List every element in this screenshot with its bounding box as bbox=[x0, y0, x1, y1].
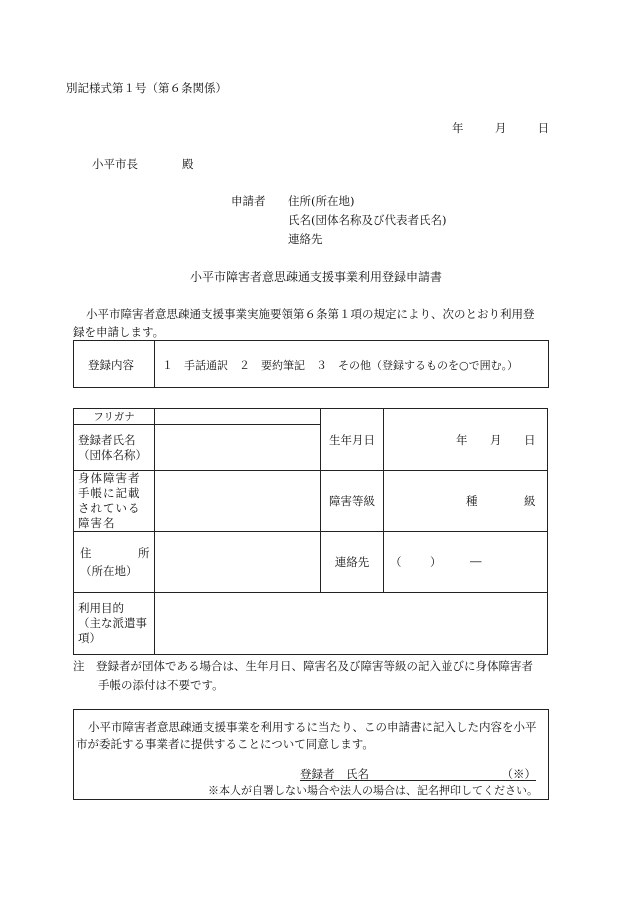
signer-label: 登録者 氏名 bbox=[300, 767, 369, 781]
addressee: 小平市長 bbox=[92, 157, 138, 171]
date-month-label: 月 bbox=[494, 121, 507, 135]
contact-dash: ― bbox=[470, 554, 482, 568]
purpose-label: 利用目的 （主な派遣事 項） bbox=[74, 593, 155, 655]
birth-month-label: 月 bbox=[490, 432, 502, 447]
signature-mark: （※） bbox=[501, 767, 536, 781]
table-row bbox=[74, 409, 548, 425]
disability-name-field[interactable] bbox=[155, 471, 321, 532]
address-sub-label: （所在地） bbox=[80, 564, 138, 578]
address-field[interactable] bbox=[155, 532, 321, 593]
intro-line-2: 録を申請します。 bbox=[73, 325, 165, 339]
registration-label: 登録内容 bbox=[88, 358, 134, 372]
address-label-a: 住 bbox=[80, 546, 92, 560]
grade-label: 障害等級 bbox=[321, 471, 384, 532]
consent-box bbox=[73, 709, 549, 800]
grade-level-label: 級 bbox=[524, 494, 536, 508]
signature-line[interactable] bbox=[300, 766, 536, 781]
note-line-2: 手帳の添付は不要です。 bbox=[98, 678, 224, 692]
birth-date-field[interactable] bbox=[384, 409, 548, 471]
applicant-address: 住所(所在地) bbox=[288, 194, 355, 208]
table-row bbox=[74, 532, 548, 593]
document-title: 小平市障害者意思疎通支援事業利用登録申請書 bbox=[190, 270, 443, 284]
applicant-name: 氏名(団体名称及び代表者氏名) bbox=[288, 213, 447, 227]
address-label-b: 所 bbox=[138, 546, 150, 560]
grade-kind-label: 種 bbox=[466, 494, 478, 508]
date-year-label: 年 bbox=[452, 121, 464, 135]
furigana-field[interactable] bbox=[155, 409, 321, 425]
table-row bbox=[74, 593, 548, 655]
disability-name-label: 身体障害者 手帳に記載 されている 障害名 bbox=[74, 471, 155, 532]
date-line bbox=[452, 120, 549, 136]
contact-close-paren: ） bbox=[430, 555, 442, 569]
form-number: 別記様式第１号（第６条関係） bbox=[66, 81, 227, 95]
intro-line-1: 小平市障害者意思疎通支援事業実施要領第６条第１項の規定により、次のとおり利用登 bbox=[86, 307, 535, 321]
birth-day-label: 日 bbox=[524, 432, 536, 447]
addressee-honorific: 殿 bbox=[182, 157, 194, 171]
purpose-field[interactable] bbox=[155, 593, 548, 655]
date-day-label: 日 bbox=[537, 121, 550, 135]
registration-options: １ 手話通訳 ２ 要約筆記 ３ その他（登録するものを○で囲む。） bbox=[162, 359, 519, 372]
note-line-1: 注 登録者が団体である場合は、生年月日、障害名及び障害等級の記入並びに身体障害者 bbox=[73, 659, 533, 673]
birth-label: 生年月日 bbox=[321, 409, 384, 471]
name-label: 登録者氏名 （団体名称） bbox=[74, 425, 155, 471]
table-row bbox=[74, 471, 548, 532]
address-label-cell bbox=[74, 532, 155, 593]
signature-footnote: ※本人が自署しない場合や法人の場合は、記名押印してください。 bbox=[208, 784, 538, 797]
grade-field[interactable] bbox=[384, 471, 548, 532]
registration-label-cell bbox=[74, 341, 155, 387]
contact-label: 連絡先 bbox=[321, 532, 384, 593]
furigana-label: フリガナ bbox=[74, 409, 155, 425]
applicant-contact: 連絡先 bbox=[288, 232, 323, 246]
applicant-info-table bbox=[73, 408, 548, 655]
birth-year-label: 年 bbox=[456, 432, 468, 447]
consent-line-1: 小平市障害者意思疎通支援事業を利用するに当たり、この申請書に記入した内容を小平 bbox=[88, 720, 537, 734]
consent-line-2: 市が委託する事業者に提供することについて同意します。 bbox=[76, 737, 374, 751]
applicant-label: 申請者 bbox=[231, 194, 266, 208]
contact-open-paren: （ bbox=[390, 555, 402, 569]
name-field[interactable] bbox=[155, 425, 321, 471]
contact-field[interactable] bbox=[384, 532, 548, 593]
registration-box bbox=[73, 340, 549, 388]
